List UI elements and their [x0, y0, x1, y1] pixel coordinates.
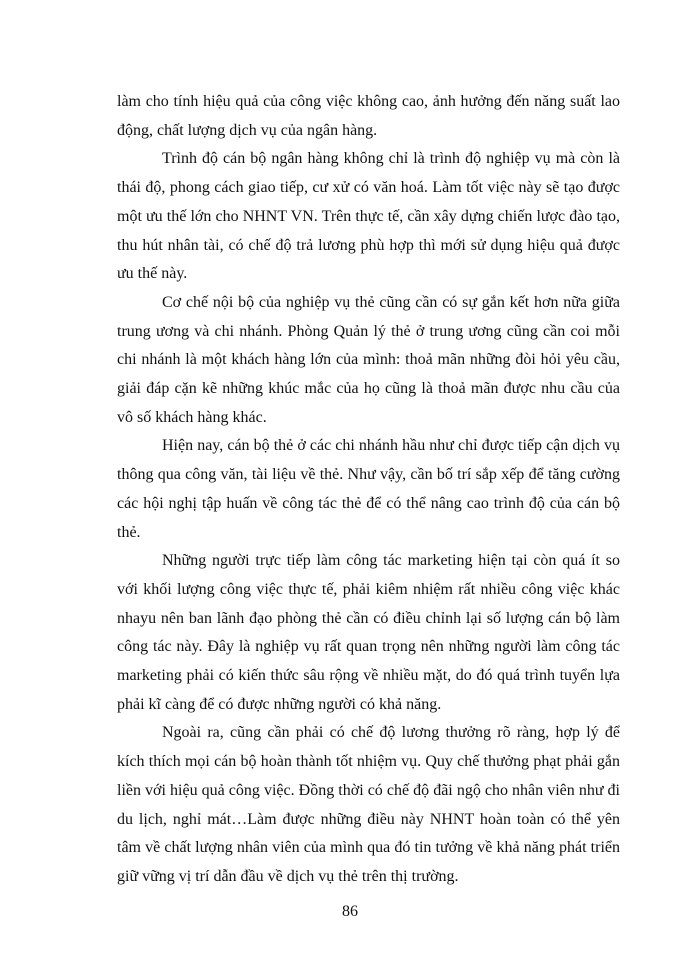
- body-text: [117, 88, 620, 892]
- paragraph-6: Ngoài ra, cũng cần phải có chế độ lương thưởng rõ ràng, hợp lý để kích thích mọi cán bộ hoàn thành tốt nhiệm vụ. Quy chế thưởng phạt phải gắn liền với hiệu quả công việc. Đồng thời có chế độ đãi ngộ cho nhân viên như đi du lịch, nghỉ mát…Làm được những điều này NHNT hoàn toàn có thể yên tâm về chất lượng nhân viên của mình qua đó tin tưởng về khả năng phát triển giữ vững vị trí dẫn đầu về dịch vụ thẻ trên thị trường.: [117, 724, 620, 885]
- paragraph-3: Cơ chế nội bộ của nghiệp vụ thẻ cũng cần có sự gắn kết hơn nữa giữa trung ương và chi nhánh. Phòng Quản lý thẻ ở trung ương cũng cần coi mỗi chi nhánh là một khách hàng lớn của mình: thoả mãn những đòi hỏi yêu cầu, giải đáp cặn kẽ những khúc mắc của họ cũng là thoả mãn được nhu cầu của vô số khách hàng khác.: [117, 293, 620, 426]
- page-number: 86: [342, 903, 358, 920]
- paragraph-4: Hiện nay, cán bộ thẻ ở các chi nhánh hầu như chỉ được tiếp cận dịch vụ thông qua công văn, tài liệu về thẻ. Như vậy, cần bố trí sắp xếp để tăng cường các hội nghị tập huấn về công tác thẻ để có thể nâng cao trình độ của cán bộ thẻ.: [117, 437, 620, 541]
- paragraph-1: làm cho tính hiệu quả của công việc không cao, ảnh hưởng đến năng suất lao động, chất lượng dịch vụ của ngân hàng.: [117, 93, 620, 139]
- paragraph-2: Trình độ cán bộ ngân hàng không chỉ là trình độ nghiệp vụ mà còn là thái độ, phong cách giao tiếp, cư xử có văn hoá. Làm tốt việc này sẽ tạo được một ưu thế lớn cho NHNT VN. Trên thực tế, cần xây dựng chiến lược đào tạo, thu hút nhân tài, có chế độ trả lương phù hợp thì mới sử dụng hiệu quả được ưu thế này.: [117, 150, 620, 283]
- paragraph-5: Những người trực tiếp làm công tác marketing hiện tại còn quá ít so với khối lượng công việc thực tế, phải kiêm nhiệm rất nhiều công việc khác nhayu nên ban lãnh đạo phòng thẻ cần có điều chỉnh lại số lượng cán bộ làm công tác này. Đây là nghiệp vụ rất quan trọng nên những người làm công tác marketing phải có kiến thức sâu rộng về nhiều mặt, do đó quá trình tuyển lựa phải kĩ càng để có được những người có khả năng.: [117, 552, 620, 713]
